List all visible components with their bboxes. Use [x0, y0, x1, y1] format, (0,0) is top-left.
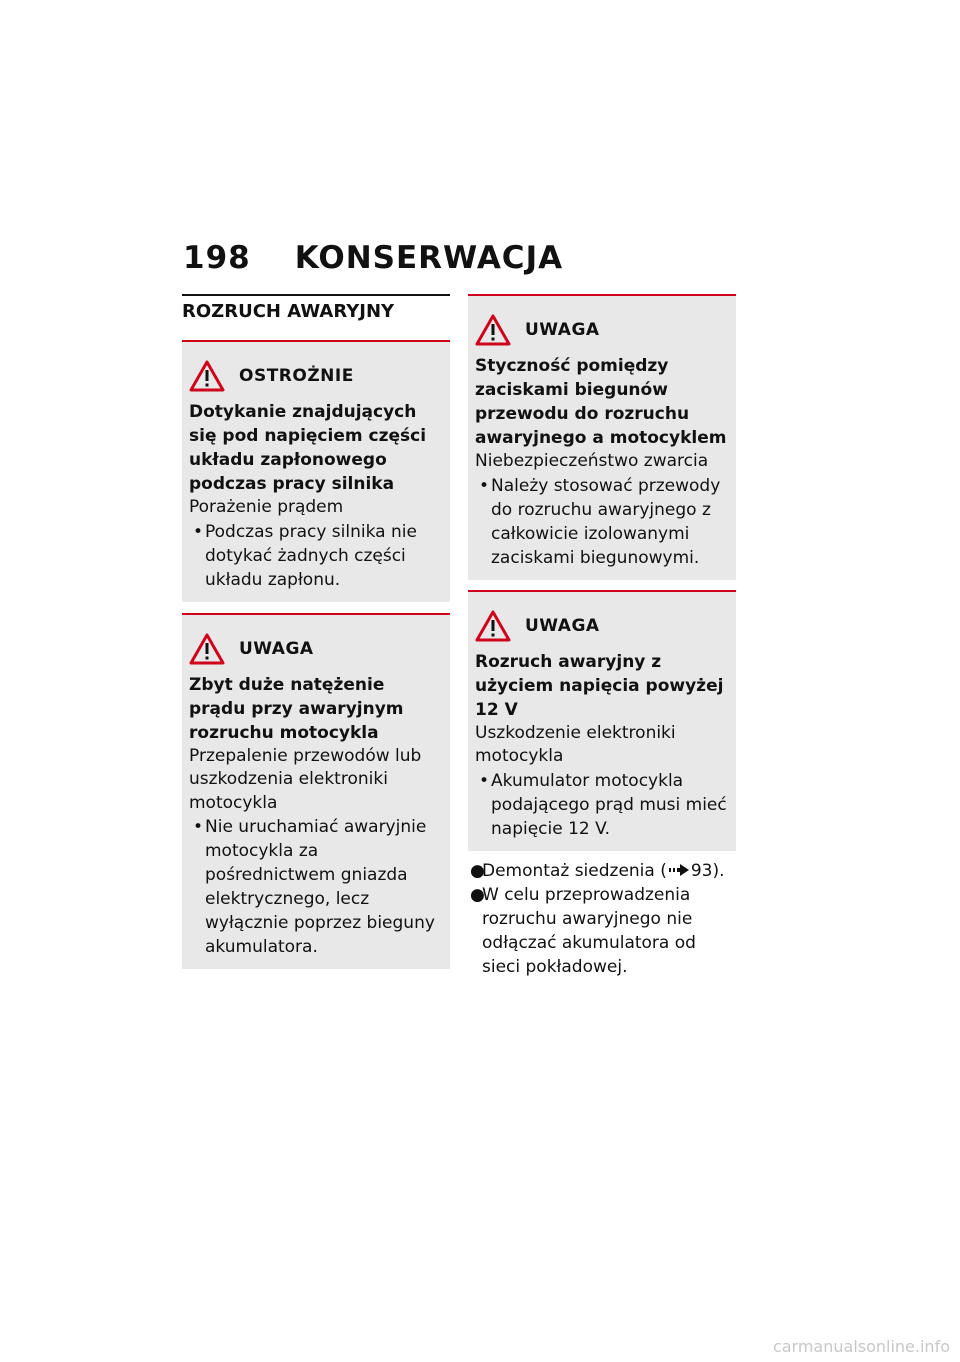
warning-triangle-icon	[475, 610, 511, 642]
step-text: W celu przeprowadzenia rozruchu awaryjnego nie odłączać akumulatora od sieci pokładowej.	[482, 884, 696, 977]
warning-triangle-icon	[189, 360, 225, 392]
bullet-text: Podczas pracy silnika nie dotykać żadnych części układu zapłonu.	[205, 521, 417, 590]
watermark: carmanualsonline.info	[772, 1337, 950, 1356]
box-header	[475, 314, 729, 346]
warning-box	[468, 294, 736, 580]
warning-triangle-icon	[189, 633, 225, 665]
box-header	[189, 360, 443, 392]
page-header	[183, 240, 563, 276]
box-label: OSTROŻNIE	[239, 366, 354, 386]
box-consequence: Niebezpieczeństwo zwarcia	[475, 451, 709, 471]
box-consequence: Porażenie prądem	[189, 497, 344, 517]
box-consequence: Przepalenie przewodów lub uszkodzenia elektroniki motocykla	[189, 745, 422, 813]
bullet-text: Należy stosować przewody do rozruchu awaryjnego z całkowicie izolowanymi zaciskami biegunowymi.	[491, 475, 721, 568]
box-title: Styczność pomiędzy zaciskami biegunów przewodu do rozruchu awaryjnego a motocyklem	[475, 356, 727, 448]
box-header	[475, 610, 729, 642]
list-item: • Podczas pracy silnika nie dotykać żadnych części układu zapłonu.	[193, 521, 417, 590]
page-reference-link[interactable]: 93	[690, 860, 713, 881]
bullet-text: Nie uruchamiać awaryjnie motocykla za pośrednictwem gniazda elektrycznego, lecz wyłącznie poprzez bieguny akumulatora.	[205, 817, 435, 957]
list-item: • Akumulator motocykla podającego prąd musi mieć napięcie 12 V.	[479, 770, 727, 839]
procedure-step: ●W celu przeprowadzenia rozruchu awaryjnego nie odłączać akumulatora od sieci pokładowej.	[470, 884, 696, 977]
list-item: • Nie uruchamiać awaryjnie motocykla za pośrednictwem gniazda elektrycznego, lecz wyłącznie poprzez bieguny akumulatora.	[193, 817, 435, 957]
warning-box	[182, 613, 450, 970]
box-header	[189, 633, 443, 665]
box-label: UWAGA	[239, 638, 314, 659]
bullet-text: Akumulator motocykla podającego prąd musi mieć napięcie 12 V.	[491, 770, 727, 839]
procedure-steps	[468, 859, 736, 979]
step-text: Demontaż siedzenia (	[482, 860, 667, 881]
warning-box	[468, 590, 736, 851]
page-number: 198	[183, 240, 251, 276]
box-label: UWAGA	[525, 320, 600, 340]
box-title: Rozruch awaryjny z użyciem napięcia powyżej 12 V	[475, 651, 724, 720]
list-item: • Należy stosować przewody do rozruchu awaryjnego z całkowicie izolowanymi zaciskami biegunowymi.	[479, 475, 721, 568]
procedure-step: ●Demontaż siedzenia ( 93).	[470, 860, 725, 881]
box-title: Dotykanie znajdujących się pod napięciem części układu zapłonowego podczas pracy silnika	[189, 402, 427, 494]
caution-box	[182, 340, 450, 602]
box-label: UWAGA	[525, 615, 600, 636]
box-consequence: Uszkodzenie elektroniki motocykla	[475, 722, 676, 766]
chapter-title: KONSERWACJA	[294, 240, 564, 276]
warning-triangle-icon	[475, 314, 511, 346]
step-text-end: ).	[712, 860, 725, 881]
left-column	[182, 294, 450, 969]
section-rule	[182, 294, 450, 296]
box-title: Zbyt duże natężenie prądu przy awaryjnym rozruchu motocykla	[189, 674, 404, 743]
page-reference-arrow-icon	[667, 863, 691, 877]
section-title: ROZRUCH AWARYJNY	[182, 301, 395, 322]
right-column	[468, 294, 736, 995]
